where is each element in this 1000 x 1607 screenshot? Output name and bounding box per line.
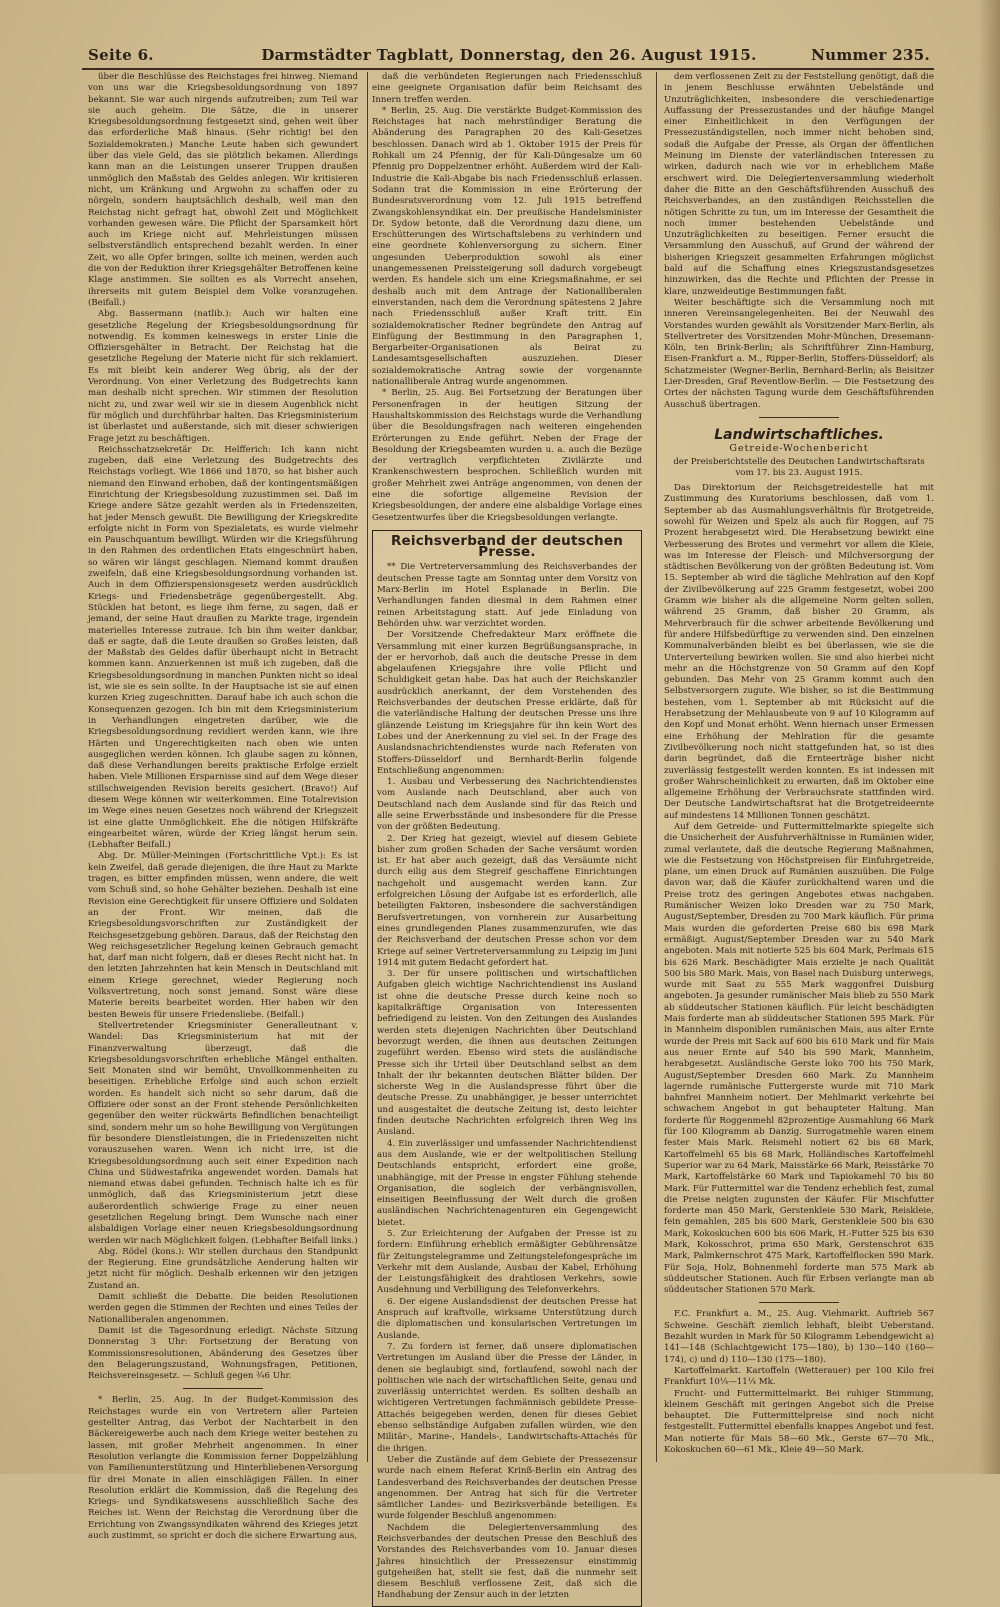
article-paragraph: 7. Zu fordern ist ferner, daß unsere diplomatischen Vertretungen im Ausland über die Presse der Länder, in denen sie beglaubigt sind, fortlaufend, sowohl nach der politischen wie nach der wirtschaftlichen Seite, genau und zuverlässig unterrichtet werden. Es sollten deshalb an wichtigeren Vertretungen fachmännisch gebildete Presse-Attachés beigegeben werden, denen für dieses Gebiet ebenso selbständige Aufgaben zufallen würden, wie den Militär-, Marine-, Handels-, Landwirtschafts-Attachés für die ihrigen. [377, 1341, 637, 1454]
article-paragraph: * Berlin, 25. Aug. Die verstärkte Budget-Kommission des Reichstages hat nach mehrstündiger Beratung die Abänderung des Paragraphen 20 des Kali-Gesetzes beschlossen. Danach wird ab 1. Oktober 1915 der Preis für Rohkali um 24 Pfennig, der für Kali-Düngesalze um 60 Pfennig pro Doppelzentner erhöht. Außerdem wird der Kali-Industrie die Kali-Abgabe bis nach Friedensschluß erlassen. Sodann trat die Kommission in eine Erörterung der Bundesratsverordnung vom 12. Juli 1915 betreffend Zwangskohlensyndikat ein. Der preußische Handelsminister Dr. Sydow betonte, daß die Verordnung dazu diene, um Erschütterungen des Wirtschaftslebens zu verhindern und eine geordnete Kohlenversorgung zu sichern. Einer ungesunden Ueberproduktion sowohl als einer unangemessenen Preissteigerung soll dadurch vorgebeugt werden. Es handele sich um eine Kriegsmaßnahme, er sei deshalb auch mit dem Antrage der Nationalliberalen einverstanden, nach dem die Verordnung spätestens 2 Jahre nach Friedensschluß außer Kraft tritt. Ein sozialdemokratischer Redner begründete den Antrag auf Einfügung der Bestimmung in den Paragraphen 1, Bergarbeiter-Organisationen als Beirat zu Landesamtsgesellschaften auszuziehen. Dieser sozialdemokratische Antrag sowie der vorgenannte nationalliberale Antrag wurde angenommen. [372, 105, 642, 388]
article-paragraph: * Berlin, 25. Aug. Bei Fortsetzung der Beratungen über Personenfragen in der heutigen Sitzung der Haushaltskommission des Reichstags wurde die Verhandlung über die Besoldungsfragen nach weiteren eingehenden Erörterungen zu Ende geführt. Neben der Frage der Besoldung der Kriegsbeamten wurden u. a. auch die Bezüge der vertraglich verpflichteten Zivilärzte und Krankenschwestern besprochen. Schließlich wurden mit großer Mehrheit zwei Anträge angenommen, von denen der eine die sofortige allgemeine Revision der Kriegsbesoldungen, der andere eine alsbaldige Vorlage eines Gesetzentwurfes über die Kriegsbesoldungen verlangte. [372, 388, 642, 523]
article-paragraph: Damit ist die Tagesordnung erledigt. Nächste Sitzung Donnerstag 3 Uhr: Fortsetzung der Beratung von Kommissionsresolutionen, Abänderung des Gesetzes über den Belagerungszustand, Wohnungsfragen, Petitionen, Reichsvereinsgesetz. — Schluß gegen ¾6 Uhr. [88, 1325, 358, 1382]
article-paragraph: Damit schließt die Debatte. Die beiden Resolutionen werden gegen die Stimmen der Rechten und eines Teiles der Nationalliberalen angenommen. [88, 1292, 358, 1325]
article-paragraph: 3. Der für unsere politischen und wirtschaftlichen Aufgaben gleich wichtige Nachrichtendienst ins Ausland ist ohne die deutsche Presse durch keine noch so kapitalkräftige Organisation von Interessenten befriedigend zu leisten. Von den Zeitungen des Auslandes werden stets diejenigen Nachrichten über Deutschland bevorzugt werden, die ihnen aus deutschen Zeitungen zugeführt werden. Ebenso wird stets die ausländische Presse sich ihr Urteil über Deutschland selbst an dem Inhalt der ihr bekannten deutschen Blätter bilden. Der sicherste Weg in die Auslandspresse führt über die deutsche Presse. Zu unabhängiger, je besser unterrichtet und ausgestaltet die deutsche Zeitung ist, desto leichter finden deutsche Nachrichten erfolgreich ihren Weg ins Ausland. [377, 969, 637, 1138]
article-paragraph: Das Direktorium der Reichsgetreidestelle hat mit Zustimmung des Kuratoriums beschlossen, daß vom 1. September ab das Ausmahlungsverhältnis für Brotgetreide, sowohl für Weizen und Spelz als auch für Roggen, auf 75 Prozent herabgesetzt wird. Die Herabsetzung bewirkt eine Verbesserung des Brotes und vermehrt vor allem die Kleie, was im Interesse der Fleisch- und Milchversorgung der städtischen Bevölkerung von der größten Bedeutung ist. Vom 15. September ab wird die tägliche Mehlration auf den Kopf der Zivilbevölkerung auf 225 Gramm festgesetzt, wobei 200 Gramm wie bisher als die allgemeine Norm gelten sollen, während 25 Gramm, daß bisher 20 Gramm, als Mehrverbrauch für die schwer arbeitende Bevölkerung und für andere Hilfsbedürftige zu verwenden sind. Den einzelnen Kommunalverbänden bleibt es bei überlassen, wie sie die Unterverteilung bewirken wollen. Sie sind also hierbei nicht mehr an die Höchstgrenze von 50 Gramm auf den Kopf gebunden. Das Mehr von 25 Gramm kommt auch den Selbstversorgern zugute. Wie bisher, so ist die Bestimmung bestehen, vom 1. September ab mit Rücksicht auf die Herabsetzung der Mehlausbeute von 9 auf 10 Kilogramm auf den Kopf und Monat erhöht. Wenn hiernach unser Ermessen eine Erhöhung der Mehlration für die gesamte Zivilbevölkerung noch nicht stattgefunden hat, so ist dies darin begründet, daß die Ernteerträge bisher nicht zuverlässig festgestellt werden konnten. Es ist indessen mit großer Wahrscheinlichkeit zu erwarten, daß im Oktober eine allgemeine Erhöhung der Verbrauchsrate stattfinden wird. Der Deutsche Landwirtschaftsrat hat die Brotgetreideernte auf mindestens 14 Millionen Tonnen geschätzt. [664, 483, 934, 821]
masthead-line: Darmstädter Tagblatt, Donnerstag, den 26. August 1915. [261, 46, 757, 64]
press-association-article [372, 530, 642, 1607]
press-association-title: Reichsverband der deutschen Presse. [390, 532, 624, 561]
market-report: F.C. Frankfurt a. M., 25. Aug. Viehmarkt. Auftrieb 567 Schweine. Geschäft ziemlich lebhaft, bleibt Ueberstand. Bezahlt wurden in Mark für 50 Kilogramm Lebendgewicht a) 141—148 (Schlachtgewicht 175—180), b) 130—140 (160—174), c) und d) 110—130 (175—180). [664, 1309, 934, 1365]
article-paragraph: dem verflossenen Zeit zu der Feststellung genötigt, daß die in jenem Beschlusse erwähnten Uebelstände und Unzuträglichkeiten, insbesondere die verschiedenartige Auffassung der Pressezustandes und der häufige Mangel einer Einheitlichkeit in den Verfügungen der Pressezuständigstellen, noch immer nicht behoben sind, sodaß die Aufgabe der Presse, als Organ der öffentlichen Meinung im Dienste der vaterländischen Interessen zu wirken, dadurch nach wie vor in erheblichem Maße erschwert wird. Die Delegiertenversammlung wiederholt daher die Bitte an den Geschäftsführenden Ausschuß des Reichsverbandes, an den zuständigen Reichsstellen die nötigen Schritte zu tun, um im Interesse der Gesamtheit die noch immer bestehenden Uebelstände und Unzuträglichkeiten zu beseitigen. Ferner ersucht die Versammlung den Ausschuß, auf Grund der während der bisherigen Kriegszeit gesammelten Erfahrungen möglichst bald auf die Schaffung eines Kriegszustandsgesetzes hinzuwirken, das die Rechte und Pflichten der Presse in klare, unzweideutige Bestimmungen faßt. [664, 72, 934, 297]
article-paragraph: über die Beschlüsse des Reichstages frei hinweg. Niemand von uns war die Kriegsbesoldungsordnung von 1897 bekannt. Sie war auch nirgends aufzutreiben; zum Teil war sie auch geheim. Die Sätze, die in unserer Kriegsbesoldungsordnung festgesetzt sind, gehen weit über das erforderliche Maß hinaus. (Sehr richtig! bei den Sozialdemokraten.) Manche Leute haben sich gewundert über das viele Geld, das sie plötzlich bekamen. Allerdings kann man an die Leistungen unserer Truppen draußen unmöglich den Maßstab des Geldes anlegen. Wir kritisieren nicht, um Kränkung und Argwohn zu schaffen oder zu nörgeln, sondern hauptsächlich deshalb, weil man den Reichstag nicht gefragt hat, obwohl Zeit und Möglichkeit vorhanden gewesen wäre. Die Pflicht der Sparsamkeit hört auch im Kriege nicht auf. Mehrleistungen müssen selbstverständlich entsprechend bezahlt werden. In einer Zeit, wo alle Opfer bringen, sollte ich meinen, werden auch die von der Reduktion ihrer Kriegsgehälter Betroffenen keine Klage anstimmen. Sie sollten es als Vorrecht ansehen, ihrerseits mit gutem Beispiel dem Volke voranzugehen. (Beifall.) [88, 72, 358, 308]
column-2 [372, 72, 642, 1601]
article-paragraph: Der Vorsitzende Chefredakteur Marx eröffnete die Versammlung mit einer kurzen Begrüßungsansprache, in der er hervorhob, daß auch die deutsche Presse in dem abgelaufenen Kriegsjahre ihre volle Pflicht und Schuldigkeit getan habe. Das hat auch der Reichskanzler ausdrücklich anerkannt, der dem Vorstehenden des Reichsverbandes der deutschen Presse erklärte, daß für die vaterländische Haltung der deutschen Presse uns ihre glänzende Leistung im Kriegsjahre für ihn kein Wort des Lobes und der Anerkennung zu viel sei. In der Frage des Auslandsnachrichtendienstes wurde nach Referaten von Stoffers-Düsseldorf und Bernhardt-Berlin folgende Entschließung angenommen: [377, 630, 637, 776]
column-3 [664, 72, 934, 1460]
article-paragraph: Abg. Bassermann (natlib.): Auch wir halten eine gesetzliche Regelung der Kriegsbesoldungsordnung für notwendig. Es kommen keineswegs in erster Linie die Offiziersgehälter in Betracht. Der Reichstag hat die gesetzliche Regelung der Materie nicht für sich reklamiert. Es mit bleibt kein anderer Weg übrig, als der der Verordnung. Von einer Verletzung des Budgetrechts kann man deshalb nicht sprechen. Wir stimmen der Resolution nicht zu, und zwar weil wir sie in diesem Augenblick nicht für möglich und durchführbar halten. Das Kriegsministerium ist überlastet und außerstande, sich mit dieser schwierigen Frage jetzt zu beschäftigen. [88, 309, 358, 444]
article-paragraph: daß die verbündeten Regierungen nach Friedensschluß eine geeignete Organisation dafür beim Reichsamt des Innern treffen werden. [372, 72, 642, 105]
column-rule-2 [656, 72, 657, 1462]
agriculture-subtitle-detail: der Preisberichtstelle des Deutschen Landwirtschaftsrats vom 17. bis 23. August 1915. [673, 456, 925, 478]
market-report: Kartoffelmarkt. Kartoffeln (Wetterauer) per 100 Kilo frei Frankfurt 10¼—11¼ Mk. [664, 1365, 934, 1388]
page-edge-shadow [978, 0, 1000, 1474]
article-separator [183, 1388, 263, 1389]
header-rule [82, 68, 934, 70]
article-paragraph: 4. Ein zuverlässiger und umfassender Nachrichtendienst aus dem Auslande, wie er der weltpolitischen Stellung Deutschlands entspricht, erfordert eine große, unabhängige, mit der Presse in engster Fühlung stehende Organisation, die sogleich der verbängnisvollen, einseitigen Beeinflussung der Welt durch die großen ausländischen Nachrichtenagenturen ein Gegengewicht bietet. [377, 1138, 637, 1228]
article-paragraph: Stellvertretender Kriegsminister Generalleutnant v. Wandel: Das Kriegsministerium hat mit der Finanzverwaltung überzeugt, daß die Kriegsbesoldungsvorschriften erhebliche Mängel enthalten. Seit Monaten sind wir bemüht, Unvollkommenheiten zu beseitigen. Erhebliche Erfolge sind auch schon erzielt worden. Es handelt sich nicht so sehr darum, daß die Offiziere oder sonst an der Front stehende Persönlichkeiten gegenüber den weiter rückwärts Befindlichen benachteiligt sind, sondern mehr um so hohe Bewilligung von Vergütungen für besondere Dienstleistungen, die in Friedenszeiten nicht vorauszusehen waren. Wenn ich nicht irre, ist die Kriegsbesoldungsordnung auch seit einer Expedition nach China und Südwestafrika angewendet worden. Damals hat niemand etwas dabei gefunden. Technisch halte ich es für unmöglich, daß das Kriegsministerium jetzt diese außerordentlich schwierige Frage zu einer neuen gesetzlichen Regelung bringt. Dem Wunsche nach einer alsbaldigen Vorlage einer neuen Kriegsbesoldungsordnung werden wir nach Möglichkeit folgen. (Lebhafter Beifall links.) [88, 1020, 358, 1246]
agriculture-section-title: Landwirtschaftliches. [714, 426, 884, 443]
market-report: Frucht- und Futtermittelmarkt. Bei ruhiger Stimmung, kleinem Geschäft mit geringen Angebot sich die Preise behauptet. Die Futtermittelpreise sind noch nicht festgestellt. Futtermittel ebenfalls knappes Angebot und fest. Man notierte für Mais 58—60 Mk., Gerste 67—70 Mk., Kokoskuchen 60—61 Mk., Kleie 49—50 Mark. [664, 1388, 934, 1456]
issue-number: Nummer 235. [811, 46, 930, 64]
column-1 [88, 72, 358, 1541]
agriculture-subtitle: Getreide-Wochenbericht [729, 443, 869, 455]
article-paragraph: 5. Zur Erleichterung der Aufgaben der Presse ist zu fordern: Einführung erheblich ermäßigter Gebührensätze für Zeitungstelegramme und Zeitungstelefongespräche im Verkehr mit dem Auslande, Ausbau der Kabel, Erhöhung der Leistungsfähigkeit des drahtlosen Verkehrs, sowie Ausdehnung und Verbilligung des Telefonverkehrs. [377, 1228, 637, 1296]
page-header [88, 42, 930, 68]
article-paragraph: Abg. Dr. Müller-Meiningen (Fortschrittliche Vpt.): Es ist kein Zweifel, daß gerade diejenigen, die ihre Haut zu Markte tragen, es bitter empfinden müssen, wenn andere, die weit vom Schuß sind, so hohe Gehälter beziehen. Deshalb ist eine Revision eine Gerechtigkeit für unsere Offiziere und Soldaten an der Front. Wir meinen, daß die Kriegsbesoldungsvorschriften zur Zuständigkeit der Reichsgesetzgebung gehören. Daraus, daß der Reichstag den Weg reichsgesetzlicher Regelung keinen Gebrauch gemacht hat, darf man nicht folgern, daß er dieses Recht nicht hat. In den letzten Jahrzehnten hat kein Mensch in Deutschland mit einem Kriege gerechnet, wieder Regierung noch Volksvertretung, noch sonst jemand. Sonst wäre diese Materie bereits bearbeitet worden. Hier haben wir den besten Beweis für unsere Friedensliebe. (Beifall.) [88, 851, 358, 1020]
article-paragraph: 6. Der eigene Auslandsdienst der deutschen Presse hat Anspruch auf kraftvolle, wirksame Unterstützung durch die diplomatischen und konsularischen Vertretungen im Auslande. [377, 1296, 637, 1341]
article-paragraph: Nachdem die Delegiertenversammlung des Reichsverbandes der deutschen Presse den Beschluß des Vorstandes des Reichsverbandes vom 10. Januar dieses Jahres hinsichtlich der Pressezensur einstimmig gutgeheißen hat, stellt sie fest, daß die nunmehr seit diesem Beschluß verflossene Zeit, daß sich die Handhabung der Zensur auch in der letzten [377, 1522, 637, 1601]
article-paragraph: Auf dem Getreide- und Futtermittelmarkte spiegelte sich die Unsicherheit der Ausfuhrverhältnisse in Rumänien wider, zumal verlautete, daß die deutsche Regierung Maßnahmen, wie die Festsetzung von Höchstpreisen für Einfuhrgetreide, plane, um einen Druck auf Rumänien auszuüben. Die Folge davon war, daß die Käufer zurückhaltend waren und die Preise trotz des geringen Angebotes etwas nachgaben. Rumänischer Weizen loko Dresden war zu 750 Mark, August/September, Dresden zu 700 Mark käuflich. Für prima Mais wurden die geforderten Preise 680 bis 698 Mark ermäßigt. August/September Dresden war zu 540 Mark angeboten. Mais mit notierte 525 bis 604 Mark, Perlmais 615 bis 626 Mark. Beschädigter Mais erzielte je nach Qualität 500 bis 580 Mark. Mais, von Basel nach Duisburg unterwegs, wurde mit Saat zu 555 Mark waggonfrei Duisburg angeboten. Ja gesunder rumänischer Mais blieb zu 550 Mark ab süddeutscher Stationen käuflich. Für leicht beschädigten Mais forderte man ab süddeutscher Stationen 595 Mark. Für in Mannheim disponiblen rumänischen Mais, aus alter Ernte wurde der Preis mit Sack auf 600 bis 610 Mark und für Mais aus neuer Ernte auf 540 bis 590 Mark, Mannheim, herabgesetzt. Ausländische Gerste loko 700 bis 750 Mark, August/September Dresden 660 Mark. Zu Mannheim lagernde rumänische Futtergerste wurde mit 710 Mark bahnfrei Mannheim notiert. Der Mehlmarkt verkehrte bei schwachem Angebot in gut behaupteter Haltung. Man forderte für Roggenmehl 82prozentige Ausmahlung 66 Mark für 100 Kilogramm ab Danzig. Surrogatmehle waren einem fester Mais Mark. Reismehl notiert 62 bis 68 Mark, Kartoffelmehl 65 bis 68 Mark, Holländisches Kartoffelmehl Superior war zu 64 Mark, Maisstärke 66 Mark, Reisstärke 70 Mark, Kartoffelstärke 60 Mark und Tapiokamehl 70 bis 80 Mark. Für Futtermittel war die Tendenz erheblich fest, zumal die Preise neigten zugunsten der Käufer. Für Mischfutter forderte man 450 Mark, Gerstenkleie 530 Mark, Reiskleie, fein gemahlen, 285 bis 600 Mark, Gerstenkleie 500 bis 630 Mark, Kokoskuchen 600 bis 606 Mark, H.-Futter 525 bis 630 Mark, Kokosschrot, prima 650 Mark, Gerstenschrot 635 Mark, Palmkernschrot 475 Mark, Kartoffelflocken 590 Mark. Für Soja, Holz, Bohnenmehl forderte man 575 Mark ab süddeutscher Stationen. Auch für Erbsen verlangte man ab süddeutscher Stationen 570 Mark. [664, 822, 934, 1296]
article-paragraph: Abg. Rödel (kons.): Wir stellen durchaus den Standpunkt der Regierung. Eine grundsätzliche Aenderung halten wir jetzt nicht für möglich. Deshalb erkennen wir den jetzigen Zustand an. [88, 1246, 358, 1291]
article-paragraph: 2. Der Krieg hat gezeigt, wieviel auf diesem Gebiete bisher zum großen Schaden der Sache versäumt worden ist. Er hat aber auch gezeigt, daß das Versäumte nicht durch eilig aus dem Stegreif geschaffene Einrichtungen nachgeholt und ausgemacht werden kann. Zur erfolgreichen Lösung der Aufgabe ist es erforderlich, alle beteiligten Faktoren, insbesondere die sachverständigen Berufsvertretungen, von vornherein zur Ausarbeitung eines grundlegenden Planes zusammenzurufen, wie das der Reichsverband der deutschen Presse schon vor dem Kriege auf seiner Vertreterversammlung zu Leipzig im Juni 1914 mit gutem Bedacht gefordert hat. [377, 833, 637, 968]
page-number: Seite 6. [88, 46, 154, 64]
column-rule-1 [367, 72, 368, 1462]
article-paragraph: Weiter beschäftigte sich die Versammlung noch mit inneren Vereinsangelegenheiten. Bei der Neuwahl des Vorstandes wurden gewählt als Vorsitzender Marx-Berlin, als Stellvertreter des Vorsitzenden Mohr-München, Dresemann-Köln, ten Brink-Berlin; als Schriftführer Zinn-Hamburg, Eisen-Frankfurt a. M., Ripper-Berlin, Stoffers-Düsseldorf; als Schatzmeister (Wegner-Berlin, Bernhard-Berlin; als Beisitzer Lier-Dresden, Graf Reventlow-Berlin. — Die Festsetzung des Ortes der nächsten Tagung wurde dem Geschäftsführenden Ausschuß übertragen. [664, 297, 934, 410]
article-paragraph: 1. Ausbau und Verbesserung des Nachrichtendienstes vom Auslande nach Deutschland, aber auch von Deutschland nach dem Auslande sind für das Reich und alle seine Erwerbsstände und insbesondere für die Presse von der größten Bedeutung. [377, 777, 637, 833]
article-paragraph: ** Die Vertreterversammlung des Reichsverbandes der deutschen Presse tagte am Sonntag unter dem Vorsitz von Marx-Berlin im Hotel Esplanade in Berlin. Die Verhandlungen fanden diesmal in dem Rahmen einer reinen Arbeitstagung statt. Auf jede Einladung von Behörden uhw. war verzichtet worden. [377, 562, 637, 629]
article-separator [759, 417, 839, 418]
article-separator [759, 1302, 839, 1303]
article-paragraph: Ueber die Zustände auf dem Gebiete der Pressezensur wurde nach einem Referat Krinß-Berlin ein Antrag des Landesverband des Reichsverbandes der deutschen Presse angenommen. Der Antrag hat sich für die Vertreter sämtlicher Landes- und Bezirksverbände beteiligen. Es wurde folgender Beschluß angenommen: [377, 1454, 637, 1522]
article-paragraph: Reichsschatzsekretär Dr. Helfferich: Ich kann nicht zugeben, daß eine Verletzung des Budgetrechts des Reichstags vorliegt. Wie 1866 und 1870, so hat bisher auch niemand den Einwand erhoben, daß der kontingentsmäßigen Einrichtung der Kriegsbesoldung zuzustimmen sei. Daß im Kriege andere Sätze gezahlt werden als in Friedenszeiten, hat jeder Mensch gewußt. Die Bewilligung der Kriegskredite erfolgte nicht in Form von Spezialetats, es wurde vielmehr ein Pauschquantum bewilligt. Würden wir die Kriegsführung in den Rahmen des ordentlichen Etats eingeschnürt haben, so wären wir längst geschlagen. Niemand kommt draußen zweifeln, daß eine Kriegsbesoldungsordnung vorhanden ist. Auch in dem Offizierspensionsgesetz werden ausdrücklich Kriegs- und Friedensbeträge gegenübergestellt. Abg. Stücklen hat betont, es liege ihm ferne, zu sagen, daß er jemand, der seine Haut draußen zu Markte trage, irgendein materielles Interesse zutraue. Ich bin ihm weiter dankbar, daß er sagte, daß die Leute draußen so Großes leisten, daß der Maßstab des Geldes dafür überhaupt nicht in Betracht kommen kann. Anzuerkennen ist muß ich zugeben, daß die Kriegsbesoldungsordnung in manchen Punkten nicht so ideal ist, wie sie es sein sollte. In der Hauptsache ist sie auf einen kurzen Krieg zugeschnitten. Darauf habe ich auch schon die Konsequenzen gezogen. Ich bin mit dem Kriegsministerium in Verhandlungen eingetreten darüber, wie die Kriegsbesoldungsordnung revidiert werden kann, wie ihre Härten und Ungerechtigkeiten nach oben wie unten ausgeglichen werden können. Ich glaube sagen zu können, daß diese Verhandlungen bereits praktische Erfolge erzielt haben. Viele Millionen Ersparnisse sind auf dem Wege dieser stillschweigenden Revision bereits gesichert. (Bravo!) Auf diesem Wege können wir weiterkommen. Eine Totalrevision im Wege eines neuen Gesetzes noch während der Kriegszeit ist eine glatte Unmöglichkeit. Ehe die nötigen Hilfskräfte eingearbeitet wären, würde der Krieg längst herum sein. (Lebhafter Beifall.) [88, 444, 358, 851]
article-paragraph: * Berlin, 25. Aug. In der Budget-Kommission des Reichstages wurde ein von Vertretern aller Parteien gestellter Antrag, das Verbot der Nachtarbeit in den Bäckereigewerbe auch nach dem Kriege weiter bestehen zu lassen, mit großer Mehrheit angenommen. In einer Resolution verlangte die Kommission ferner Doppelzählung von Familienunterstützung und Hinterbliebenen-Versorgung für drei Monate in allen einschlägigen Fällen. In einer Resolution erklärt die Kommission, daß die Regelung des Kriegs- und Syndikatswesens ausschließlich Sache des Reiches ist. Wenn der Reichstag die Verordnung über die Errichtung von Zwangssyndikaten während des Krieges jetzt auch zustimmt, so spricht er doch die sichere Erwartung aus, [88, 1395, 358, 1541]
